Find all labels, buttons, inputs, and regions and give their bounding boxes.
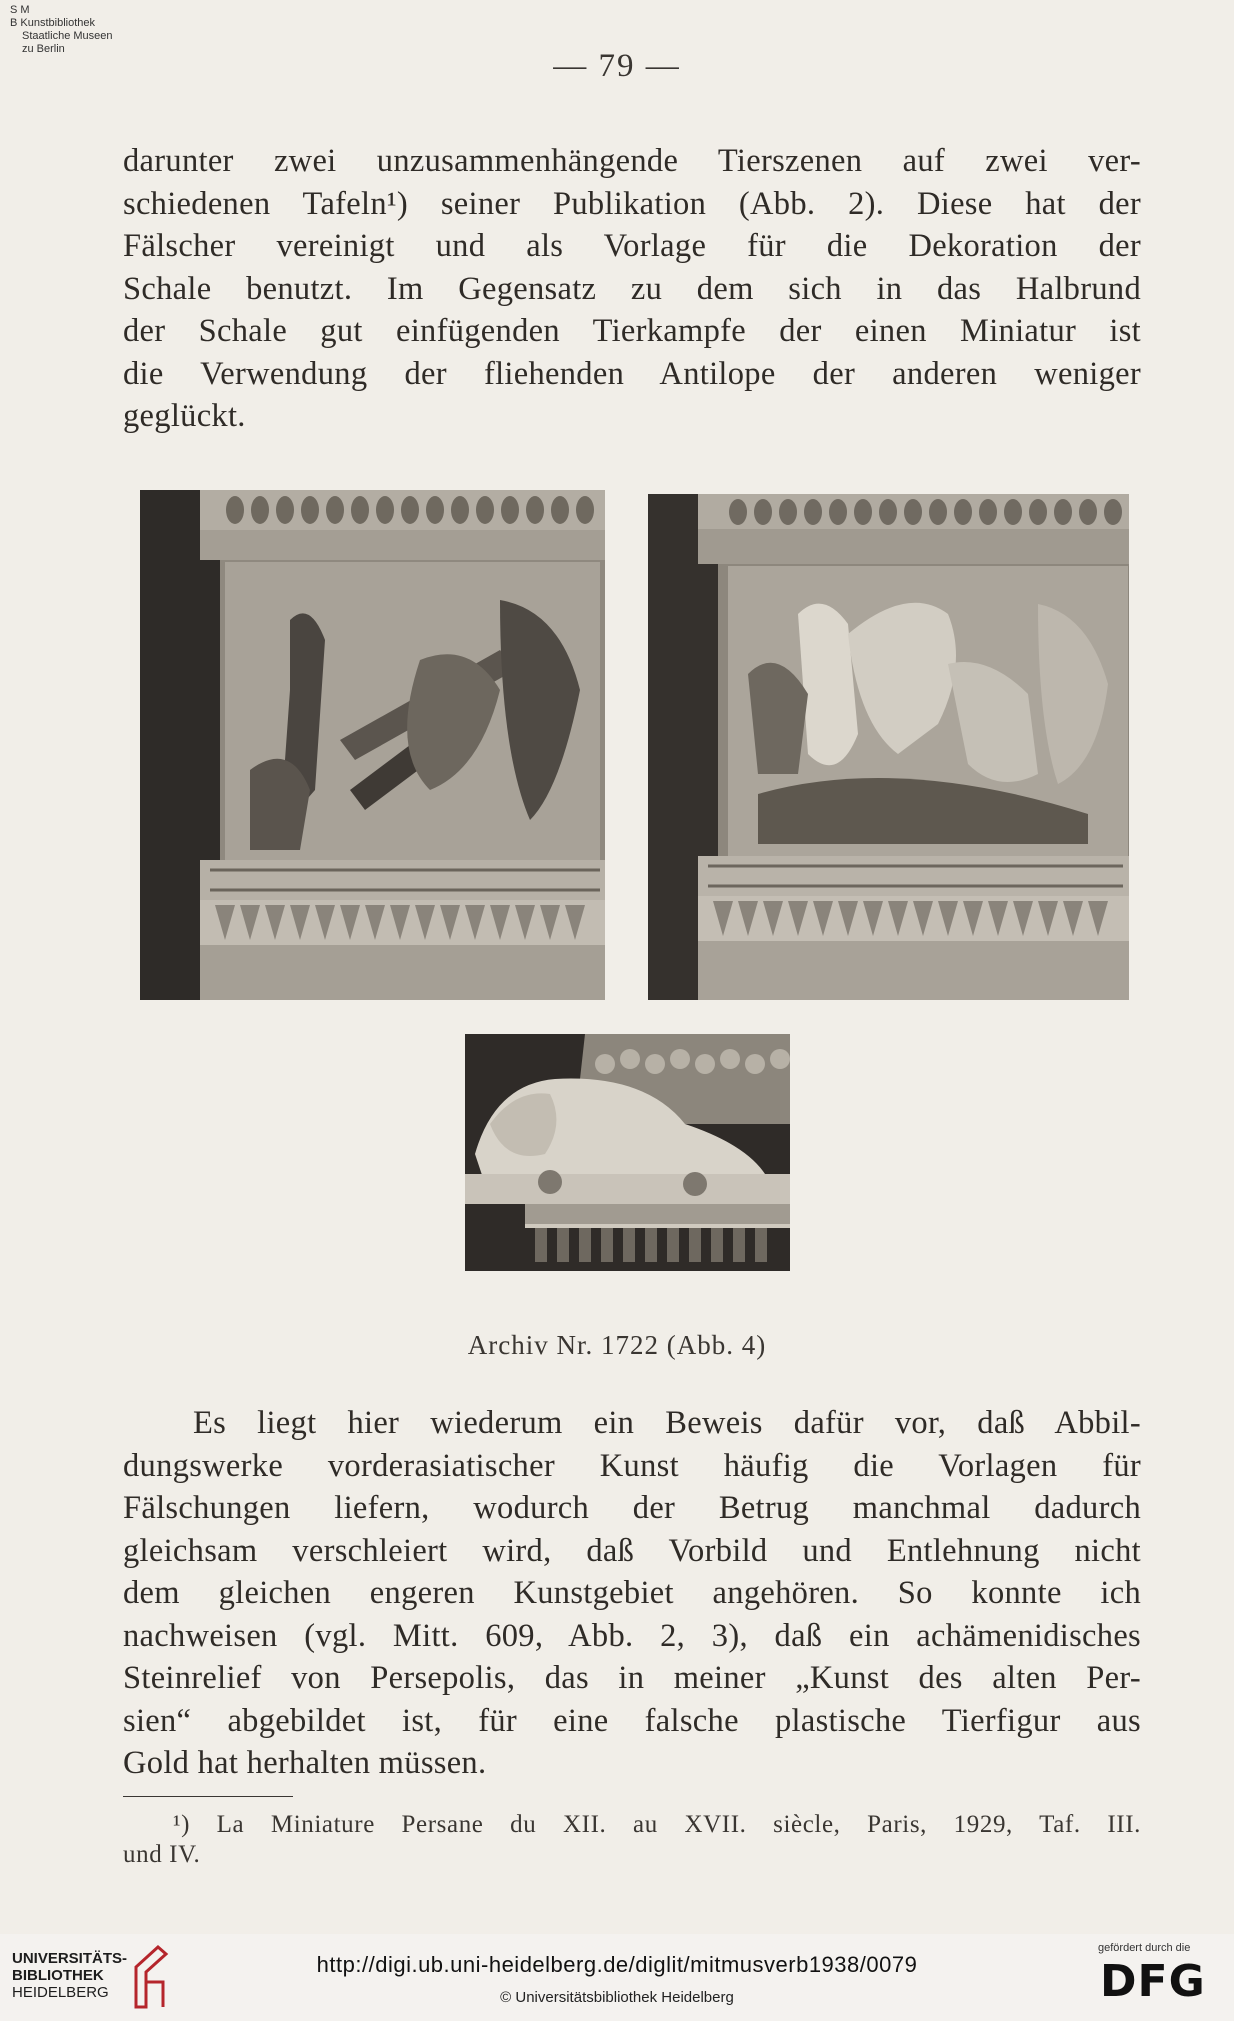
paragraph-1 (123, 140, 1141, 438)
text-line: dem gleichen engeren Kunstgebiet angehören. So konnte ich (123, 1575, 1141, 1611)
digitization-footer (0, 1934, 1234, 2021)
text-line: Schale benutzt. Im Gegensatz zu dem sich in das Halbrund (123, 270, 1141, 307)
text-line: geglückt. (123, 398, 246, 434)
source-url-link[interactable]: http://digi.ub.uni-heidelberg.de/diglit/mitmusverb1938/0079 (316, 1952, 918, 1977)
stamp-line: zu Berlin (22, 43, 65, 55)
text-line: Fälscher vereinigt und als Vorlage für die Dekoration der (123, 228, 1141, 264)
funded-by-label: gefördert durch die (1098, 1942, 1191, 1954)
copyright-notice: © Universitätsbibliothek Heidelberg (500, 1989, 734, 2006)
paragraph-2 (123, 1402, 1141, 1785)
stamp-line: Staatliche Museen (22, 30, 113, 42)
text-line: nachweisen (vgl. Mitt. 609, Abb. 2, 3), daß ein achämenidisches (123, 1617, 1141, 1654)
text-line: Gold hat herhalten müssen. (123, 1745, 487, 1781)
text-line: der Schale gut einfügenden Tierkampfe der einen Miniatur ist (123, 313, 1141, 349)
footnote-line: und IV. (123, 1841, 201, 1868)
footnote (123, 1810, 1141, 1870)
lion-sculpture-photo (465, 1034, 790, 1271)
logo-text: HEIDELBERG (12, 1984, 109, 2001)
text-line: die Verwendung der fliehenden Antilope der anderen weniger (123, 355, 1141, 392)
relief-photo-right (648, 494, 1129, 1000)
footnote-line: ¹) La Miniature Persane du XII. au XVII. siècle, Paris, 1929, Taf. III. (173, 1811, 1141, 1838)
text-line: Fälschungen liefern, wodurch der Betrug manchmal dadurch (123, 1490, 1141, 1526)
page-number: — 79 — (553, 48, 681, 84)
text-line: darunter zwei unzusammenhängende Tierszenen auf zwei ver- (123, 143, 1141, 179)
text-line: Es liegt hier wiederum ein Beweis dafür vor, daß Abbil- (193, 1405, 1141, 1441)
figure-caption: Archiv Nr. 1722 (Abb. 4) (467, 1330, 767, 1360)
stamp-line: B Kunstbibliothek (10, 17, 95, 29)
logo-text: BIBLIOTHEK (12, 1967, 104, 1984)
footnote-separator (123, 1796, 293, 1797)
text-line: sien“ abgebildet ist, für eine falsche plastische Tierfigur aus (123, 1702, 1141, 1739)
dfg-logo: DFG (1100, 1956, 1206, 2007)
text-line: Steinrelief von Persepolis, das in meiner „Kunst des alten Per- (123, 1660, 1141, 1696)
text-line: dungswerke vorderasiatischer Kunst häufig die Vorlagen für (123, 1447, 1141, 1484)
logo-text: UNIVERSITÄTS- (12, 1950, 128, 1967)
text-line: schiedenen Tafeln¹) seiner Publikation (Abb. 2). Diese hat der (123, 185, 1141, 222)
relief-photo-left (140, 490, 605, 1000)
text-line: gleichsam verschleiert wird, daß Vorbild und Entlehnung nicht (123, 1532, 1141, 1569)
stamp-line: S M (10, 4, 30, 16)
